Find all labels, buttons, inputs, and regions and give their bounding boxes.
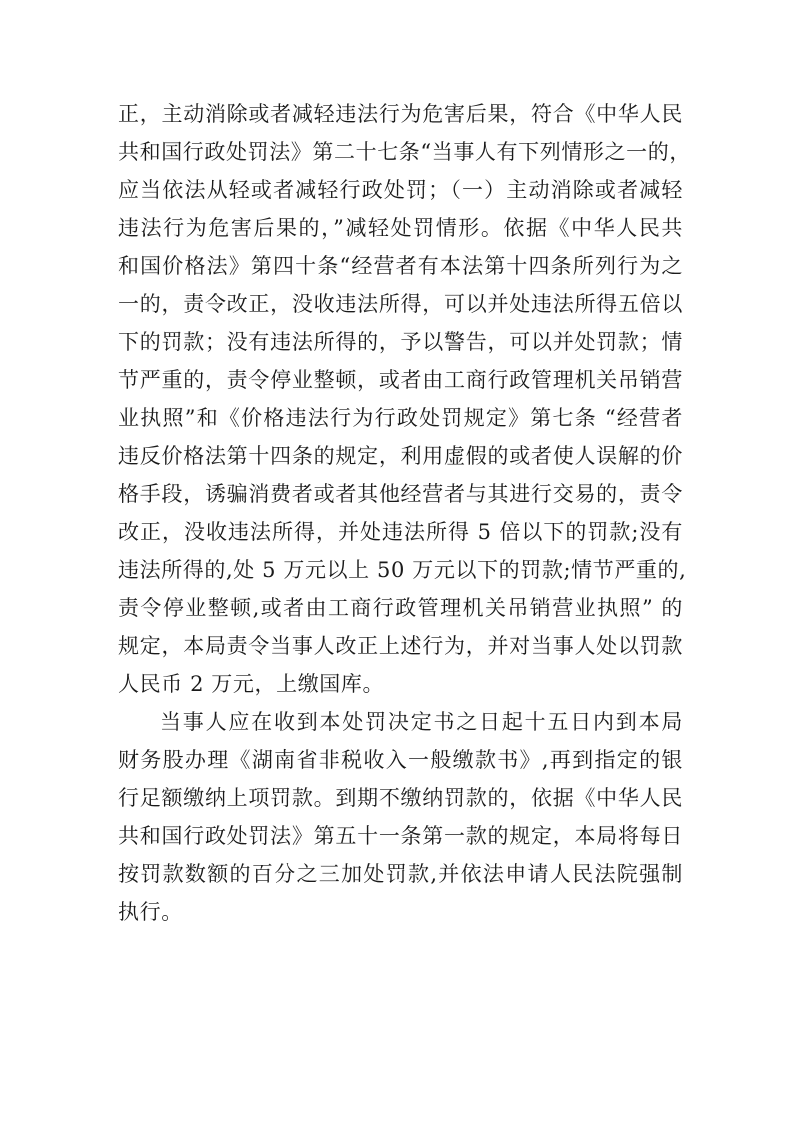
text-line: 当事人应在收到本处罚决定书之日起十五日内到本局 xyxy=(160,710,683,734)
text-line: 违法行为危害后果的，”减轻处罚情形。依据《中华人民共 xyxy=(118,216,683,240)
text-line: 违反价格法第十四条的规定，利用虚假的或者使人误解的价 xyxy=(118,444,683,468)
text-line: 正，主动消除或者减轻违法行为危害后果，符合《中华人民 xyxy=(118,102,683,126)
text-line: 格手段，诱骗消费者或者其他经营者与其进行交易的，责令 xyxy=(118,482,683,506)
text-line: 行足额缴纳上项罚款。到期不缴纳罚款的，依据《中华人民 xyxy=(118,786,683,810)
text-line: 规定，本局责令当事人改正上述行为，并对当事人处以罚款 xyxy=(118,634,683,658)
document-body xyxy=(118,95,691,931)
paragraph-penalty-basis xyxy=(118,95,691,703)
text-line: 财务股办理《湖南省非税收入一般缴款书》,再到指定的银 xyxy=(118,748,683,772)
text-line: 和国价格法》第四十条“经营者有本法第十四条所列行为之 xyxy=(118,254,683,278)
text-line: 改正，没收违法所得，并处违法所得 5 倍以下的罚款;没有 xyxy=(118,520,683,544)
text-line: 共和国行政处罚法》第二十七条“当事人有下列情形之一的， xyxy=(118,140,691,164)
text-line: 应当依法从轻或者减轻行政处罚；（一）主动消除或者减轻 xyxy=(118,178,683,202)
text-line: 业执照”和《价格违法行为行政处罚规定》第七条 “经营者 xyxy=(118,406,683,430)
text-line: 按罚款数额的百分之三加处罚款,并依法申请人民法院强制 xyxy=(118,862,683,886)
paragraph-payment-instructions xyxy=(118,703,683,931)
text-line: 共和国行政处罚法》第五十一条第一款的规定，本局将每日 xyxy=(118,824,683,848)
text-line: 违法所得的,处 5 万元以上 50 万元以下的罚款;情节严重的, xyxy=(118,558,687,582)
text-line: 下的罚款；没有违法所得的，予以警告，可以并处罚款；情 xyxy=(118,330,683,354)
text-line: 人民币 2 万元，上缴国库。 xyxy=(118,672,385,696)
text-line: 责令停业整顿,或者由工商行政管理机关吊销营业执照” 的 xyxy=(118,596,683,620)
text-line: 执行。 xyxy=(118,900,183,924)
text-line: 节严重的，责令停业整顿，或者由工商行政管理机关吊销营 xyxy=(118,368,683,392)
text-line: 一的，责令改正，没收违法所得，可以并处违法所得五倍以 xyxy=(118,292,683,316)
